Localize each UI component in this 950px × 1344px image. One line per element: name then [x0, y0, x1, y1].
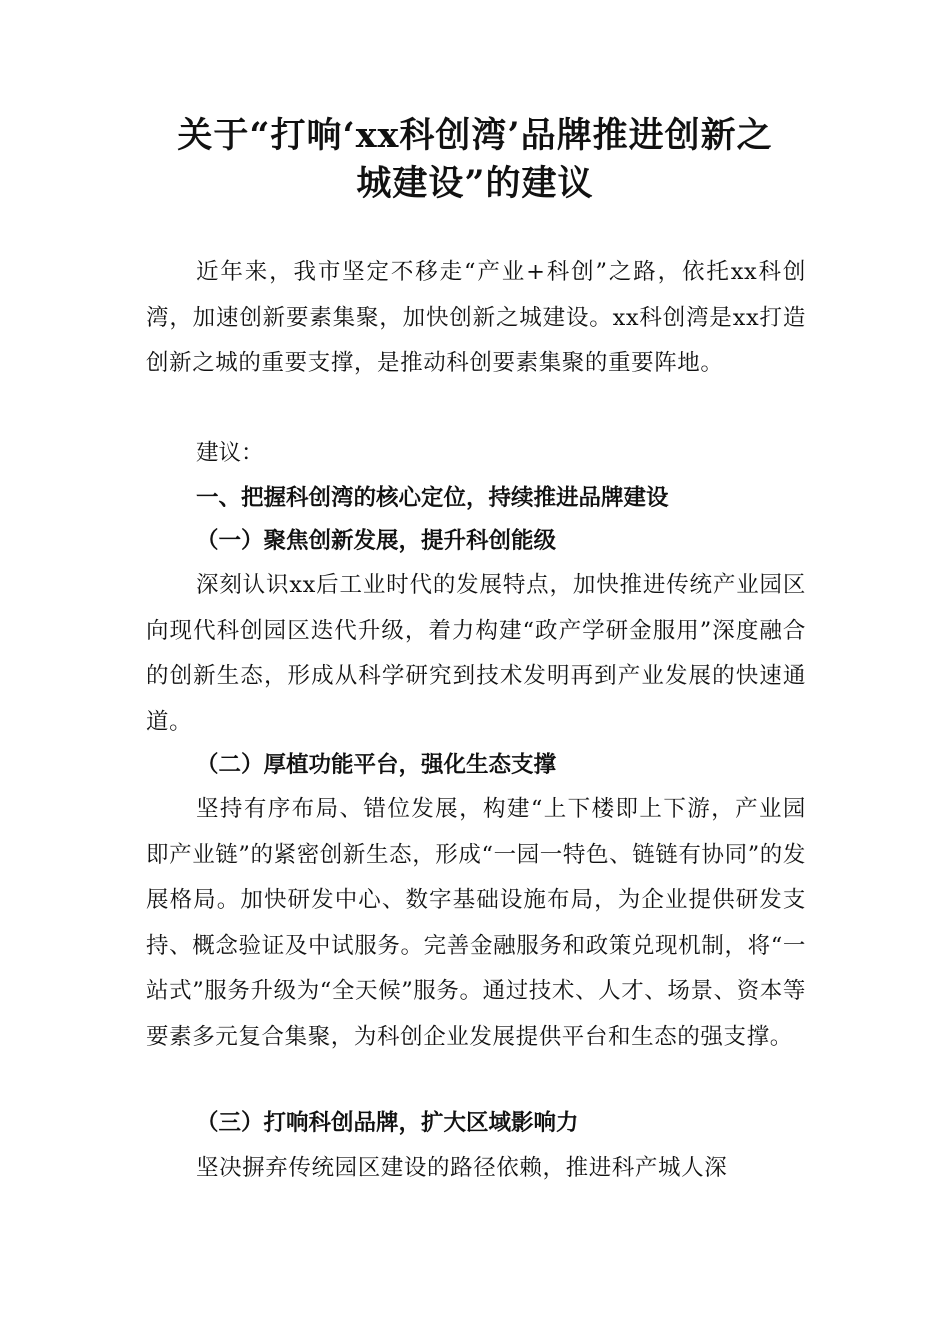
title-line-2: 城建设”的建议	[356, 163, 594, 204]
section-1-heading: 一、把握科创湾的核心定位，持续推进品牌建设	[196, 485, 669, 511]
subsection-1-heading: （一）聚焦创新发展，提升科创能级	[196, 528, 557, 554]
subsection-3-paragraph: 坚决摒弃传统园区建设的路径依赖，推进科产城人深	[196, 1155, 728, 1181]
title-line-1: 关于“打响‘xx科创湾’品牌推进创新之	[177, 115, 773, 156]
document-title	[120, 112, 830, 208]
suggestion-label: 建议：	[196, 440, 264, 466]
subsection-2-heading: （二）厚植功能平台，强化生态支撑	[196, 752, 557, 778]
intro-paragraph: 近年来，我市坚定不移走“产业+科创”之路，依托xx科创湾，加速创新要素集聚，加快创新之城建设。xx科创湾是xx打造创新之城的重要支撑，是推动科创要素集聚的重要阵地。	[146, 259, 806, 376]
subsection-2-paragraph: 坚持有序布局、错位发展，构建“上下楼即上下游，产业园即产业链”的紧密创新生态，形成“一园一特色、链链有协同”的发展格局。加快研发中心、数字基础设施布局，为企业提供研发支持、概念验证及中试服务。完善金融服务和政策兑现机制，将“一站式”服务升级为“全天候”服务。通过技术、人才、场景、资本等要素多元复合集聚，为科创企业发展提供平台和生态的强支撑。	[146, 796, 807, 1050]
subsection-1-paragraph: 深刻认识xx后工业时代的发展特点，加快推进传统产业园区向现代科创园区迭代升级，着力构建“政产学研金服用”深度融合的创新生态，形成从科学研究到技术发明再到产业发展的快速通道。	[146, 572, 806, 735]
subsection-3-heading: （三）打响科创品牌，扩大区域影响力	[196, 1110, 579, 1136]
